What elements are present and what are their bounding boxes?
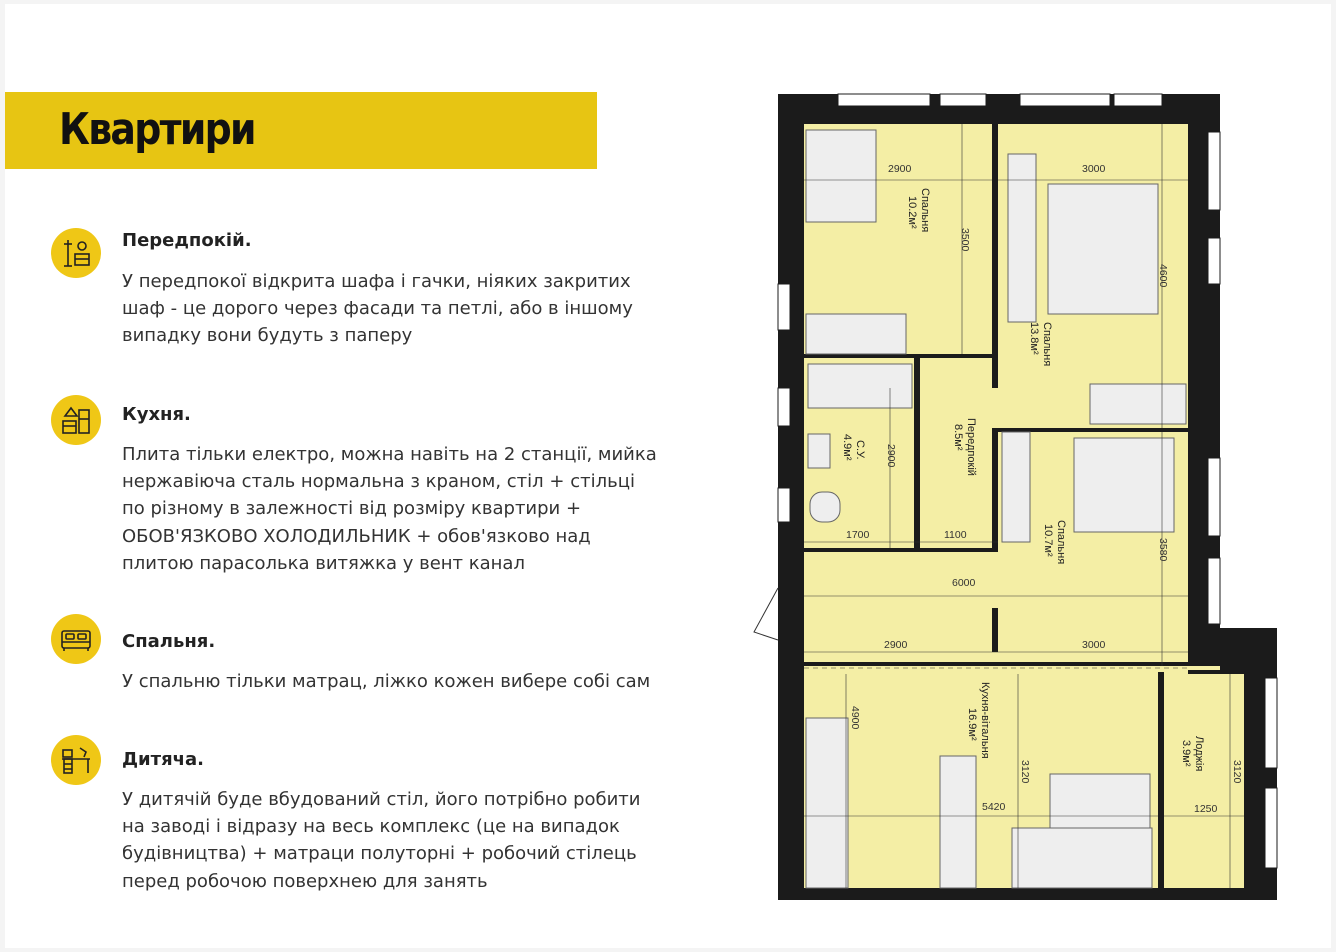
text-line: Плита тільки електро, можна навіть на 2 станції, мийка	[122, 444, 657, 465]
text-line: шаф - це дорого через фасади та петлі, або в іншому	[122, 298, 633, 320]
text-line: будівництва) + матраци полуторні + робочий стілець	[122, 843, 637, 865]
dimension-label: 4600	[1157, 264, 1169, 288]
room-label-bedroom-2: Спальня	[1041, 322, 1053, 367]
dimension-label: 3120	[1019, 760, 1031, 784]
section-title-hallway: Передпокій.	[122, 230, 252, 251]
coat-rack-icon	[51, 228, 101, 278]
section-body-bedroom	[122, 668, 702, 695]
section-body-kids-room	[122, 786, 702, 895]
room-label-bathroom: С.У.	[854, 440, 866, 460]
dimension-label: 2900	[885, 444, 897, 468]
room-label-hallway: Передпокій	[965, 418, 977, 476]
section-title-kids-room: Дитяча.	[122, 749, 204, 770]
bed-icon	[51, 614, 101, 664]
room-area-bedroom-1: 10.2м²	[906, 196, 918, 229]
text-line: ОБОВ'ЯЗКОВО ХОЛОДИЛЬНИК + обов'язково над	[122, 525, 591, 547]
apartment-floorplan	[750, 88, 1290, 904]
dimension-label: 2900	[888, 163, 912, 175]
text-line: перед робочою поверхнею для занять	[122, 870, 488, 892]
dimension-label: 2900	[884, 639, 908, 651]
text-line: випадку вони будуть з паперу	[122, 325, 413, 347]
room-label-loggia: Лоджія	[1193, 736, 1205, 772]
room-area-bathroom: 4.9м²	[841, 434, 853, 461]
title-banner	[5, 92, 597, 169]
text-line: по різному в залежності від розміру квартири +	[122, 498, 582, 520]
text-line: У дитячій буде вбудований стіл, його потрібно робити	[122, 789, 641, 810]
room-label-bedroom-1: Спальня	[919, 188, 931, 233]
section-body-hallway	[122, 268, 702, 350]
section-title-kitchen: Кухня.	[122, 404, 191, 425]
section-title-bedroom: Спальня.	[122, 631, 216, 652]
desk-icon	[51, 735, 101, 785]
room-area-loggia: 3.9м²	[1180, 740, 1192, 767]
text-line: плитою парасолька витяжка у вент канал	[122, 552, 525, 574]
dimension-label: 6000	[952, 577, 976, 589]
kitchen-icon	[51, 395, 101, 445]
page-title: Квартири	[59, 104, 255, 155]
text-line: нержавіюча сталь нормальна з краном, стіл + стільці	[122, 471, 635, 493]
text-line: У передпокої відкрита шафа і гачки, ніяких закритих	[122, 271, 631, 292]
room-label-kitchen-living: Кухня-вітальня	[979, 682, 991, 759]
dimension-label: 1250	[1194, 803, 1218, 815]
room-label-bedroom-3: Спальня	[1055, 520, 1067, 565]
section-body-kitchen	[122, 441, 702, 577]
room-area-hallway: 8.5м²	[952, 424, 964, 451]
dimension-label: 3580	[1157, 538, 1169, 562]
text-line: на заводі і відразу на весь комплекс (це на випадок	[122, 816, 620, 838]
dimension-label: 3000	[1082, 639, 1106, 651]
room-area-kitchen-living: 16.9м²	[966, 708, 978, 741]
dimension-label: 3500	[959, 228, 971, 252]
dimension-label: 4900	[849, 706, 861, 730]
dimension-label: 3000	[1082, 163, 1106, 175]
entry-door	[754, 588, 778, 640]
dimension-label: 3120	[1231, 760, 1243, 784]
dimension-label: 5420	[982, 801, 1006, 813]
room-area-bedroom-3: 10.7м²	[1042, 524, 1054, 557]
text-line: У спальню тільки матрац, ліжко кожен вибере собі сам	[122, 671, 651, 692]
dimension-label: 1100	[944, 529, 967, 541]
dimension-label: 1700	[846, 529, 870, 541]
room-area-bedroom-2: 13.8м²	[1028, 322, 1040, 355]
